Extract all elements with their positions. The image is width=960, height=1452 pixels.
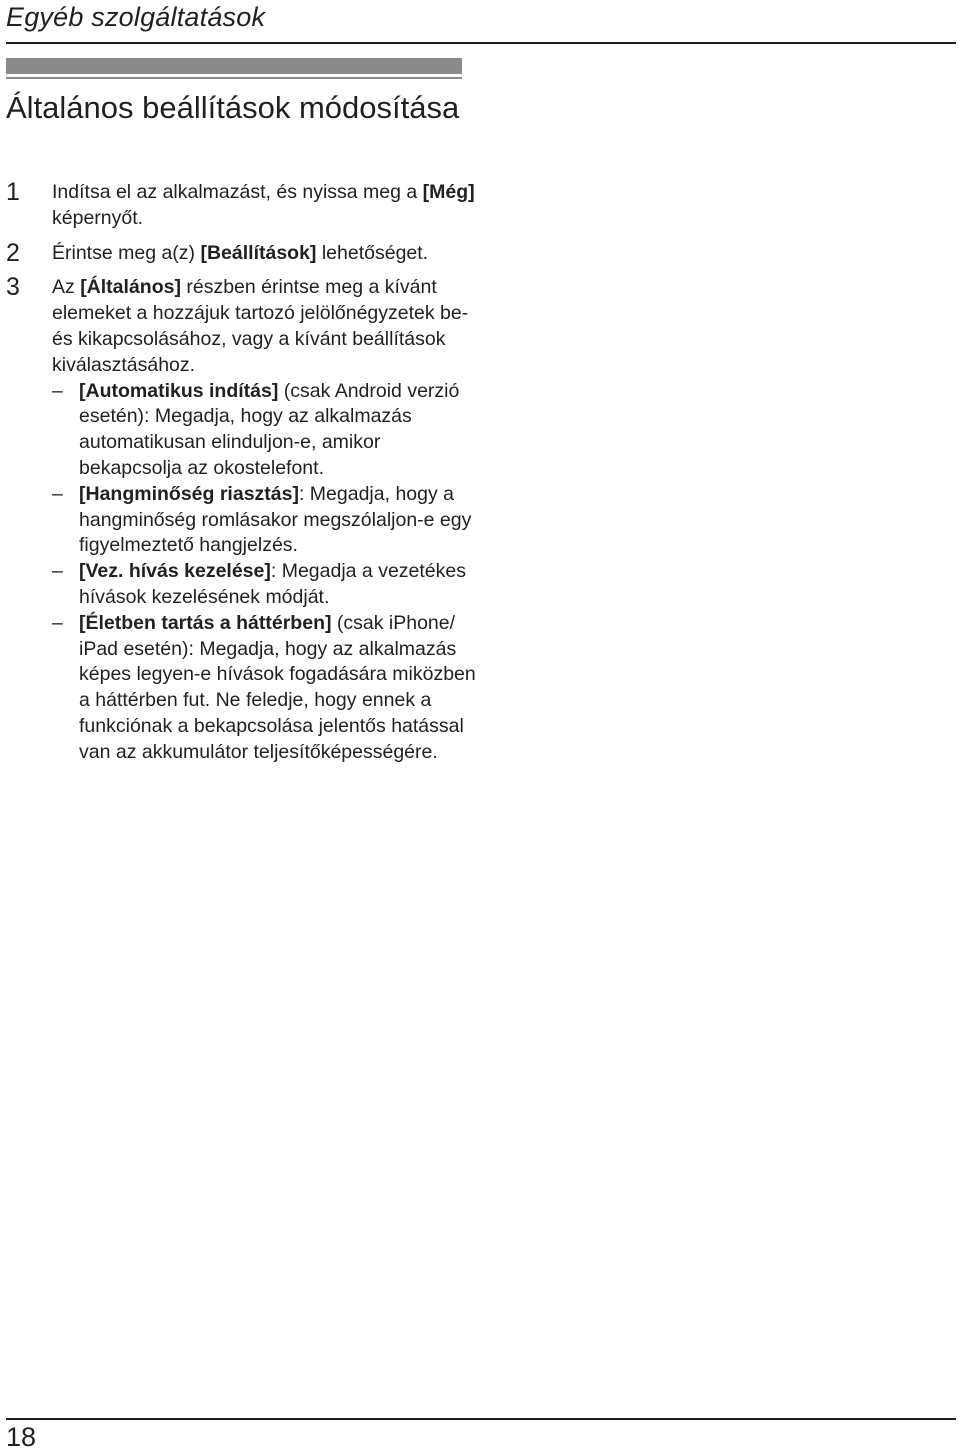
sub-item <box>52 379 476 482</box>
running-header: Egyéb szolgáltatások <box>6 2 266 32</box>
step-item <box>6 180 476 232</box>
dash-bullet: – <box>52 379 63 402</box>
ui-label-bold: [Hangminőség riasztás] <box>79 482 299 505</box>
step-text <box>52 275 476 378</box>
dash-bullet: – <box>52 611 63 634</box>
ui-label-bold: [Általános] <box>80 276 181 299</box>
sub-item-text <box>79 560 466 608</box>
sub-item <box>52 482 476 559</box>
text-run: : Megadja, hogy a hangminőség romlásakor megszólaljon-e egy figyelmeztető hangjelzés. <box>79 482 472 557</box>
text-run: Indítsa el az alkalmazást, és nyissa meg a <box>52 181 423 203</box>
sub-list <box>52 379 476 766</box>
ui-label-bold: [Vez. hívás kezelése] <box>79 560 271 583</box>
text-run: lehetőséget. <box>316 241 429 264</box>
section-bar-underline <box>6 77 462 79</box>
step-number: 3 <box>6 273 20 302</box>
text-run: Érintse meg a(z) <box>52 241 201 264</box>
step-item <box>6 238 476 267</box>
text-run: képernyőt. <box>52 206 144 229</box>
sub-item <box>52 611 476 766</box>
dash-bullet: – <box>52 560 63 583</box>
sub-item-text <box>79 380 459 479</box>
step-number: 2 <box>6 238 20 267</box>
text-run: (csak iPhone/ iPad esetén): Megadja, hogy az alkalmazás képes legyen-e hívások fogadására miközben a háttérben fut. Ne feledje, hogy ennek a funkciónak a bekapcsolása jelentős hatással van az akkumulátor teljesítőképességére. <box>79 611 476 763</box>
step-item <box>6 275 476 765</box>
text-run: részben érintse meg a kívánt elemeket a hozzájuk tartozó jelölőnégyzetek be- és kikapcsolásához, vagy a kívánt beállítások kiválasztásához. <box>52 276 469 376</box>
sub-item <box>52 559 476 611</box>
step-number: 1 <box>6 178 20 206</box>
text-run: : Megadja a vezetékes hívások kezelésének módját. <box>79 560 466 608</box>
ui-label-bold: [Beállítások] <box>200 241 317 264</box>
section-title: Általános beállítások módosítása <box>6 90 460 125</box>
step-text <box>52 180 476 232</box>
sub-item-text <box>79 612 476 763</box>
ui-label-bold: [Még] <box>422 181 475 203</box>
header-rule <box>6 42 956 44</box>
text-run: (csak Android verzió esetén): Megadja, hogy az alkalmazás automatikusan elinduljon-e, amikor bekapcsolja az okostelefont. <box>79 379 460 479</box>
section-bar <box>6 58 462 74</box>
step-text <box>52 241 476 267</box>
dash-bullet: – <box>52 482 63 505</box>
ui-label-bold: [Automatikus indítás] <box>79 379 279 402</box>
ui-label-bold: [Életben tartás a háttérben] <box>79 611 332 634</box>
steps-list <box>6 180 476 775</box>
text-run: Az <box>52 276 81 299</box>
page-number: 18 <box>6 1422 37 1452</box>
footer-rule <box>6 1418 956 1420</box>
sub-item-text <box>79 483 471 557</box>
